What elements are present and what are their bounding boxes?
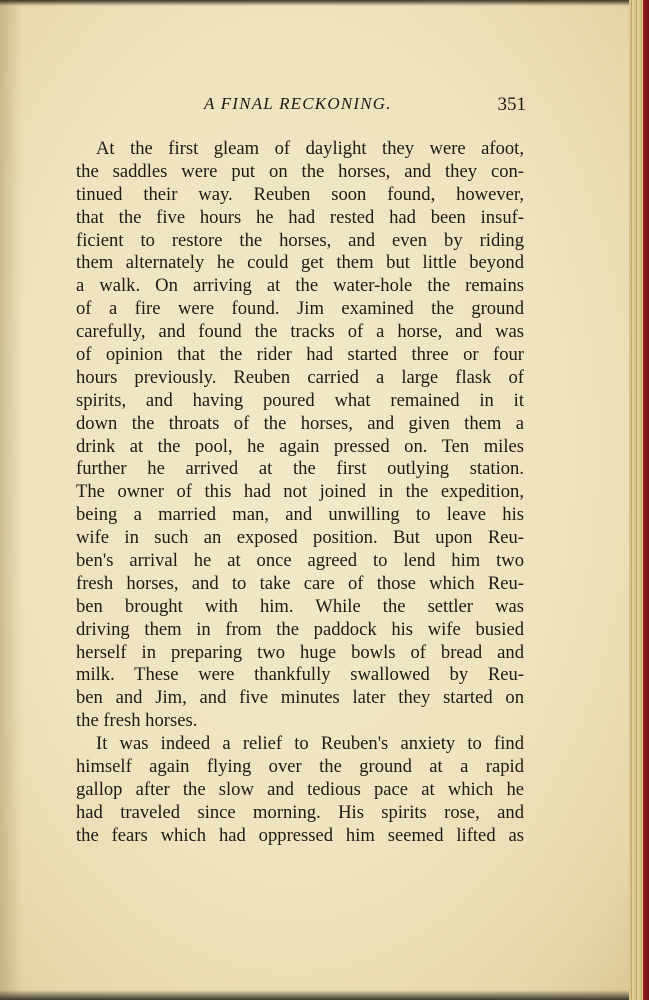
text-line: wife in such an exposed position. But upon Reu- [76,527,524,549]
text-line: that the five hours he had rested had been insuf- [76,206,524,228]
text-line: herself in preparing two huge bowls of bread and [76,641,524,663]
text-line: tinued their way. Reuben soon found, however, [76,183,524,205]
text-line: further he arrived at the first outlying station. [76,458,524,480]
text-line: milk. These were thankfully swallowed by Reu- [76,664,524,686]
running-title: A FINAL RECKONING. [204,94,392,113]
text-line: the fears which had oppressed him seemed lifted as [76,824,524,846]
text-line: driving them in from the paddock his wife busied [76,618,524,640]
page-number: 351 [497,94,526,115]
text-line: It was indeed a relief to Reuben's anxiety to find [96,733,524,755]
text-line: hours previously. Reuben carried a large flask of [76,366,524,388]
text-line: of a fire were found. Jim examined the ground [76,298,524,320]
text-line: drink at the pool, he again pressed on. Ten miles [76,435,524,457]
text-line: a walk. On arriving at the water-hole the remains [76,275,524,297]
text-line: down the throats of the horses, and given them a [76,412,524,434]
text-line: being a married man, and unwilling to leave his [76,504,524,526]
text-line: spirits, and having poured what remained in it [76,389,524,411]
bottom-page-edge [0,990,649,1000]
text-line: The owner of this had not joined in the expedition, [76,481,524,503]
text-line: the fresh horses. [76,710,198,732]
gutter-shadow [0,0,22,1000]
text-line: ben brought with him. While the settler was [76,595,524,617]
text-line: of opinion that the rider had started three or four [76,344,524,366]
text-line: had traveled since morning. His spirits rose, and [76,801,524,823]
top-page-edge [0,0,649,6]
text-line: carefully, and found the tracks of a horse, and was [76,321,524,343]
text-line: himself again flying over the ground at a rapid [76,756,524,778]
text-line: ben and Jim, and five minutes later they started on [76,687,524,709]
book-cover-edge [643,0,649,1000]
text-line: them alternately he could get them but little beyond [76,252,524,274]
text-line: At the first gleam of daylight they were afoot, [96,138,524,159]
body-text [76,138,524,848]
text-line: the saddles were put on the horses, and they con- [76,160,524,182]
text-line: ben's arrival he at once agreed to lend him two [76,550,524,572]
text-line: gallop after the slow and tedious pace at which he [76,778,524,800]
text-line: fresh horses, and to take care of those which Reu- [76,572,524,594]
text-line: ficient to restore the horses, and even by riding [76,229,524,251]
page-header [76,94,526,120]
